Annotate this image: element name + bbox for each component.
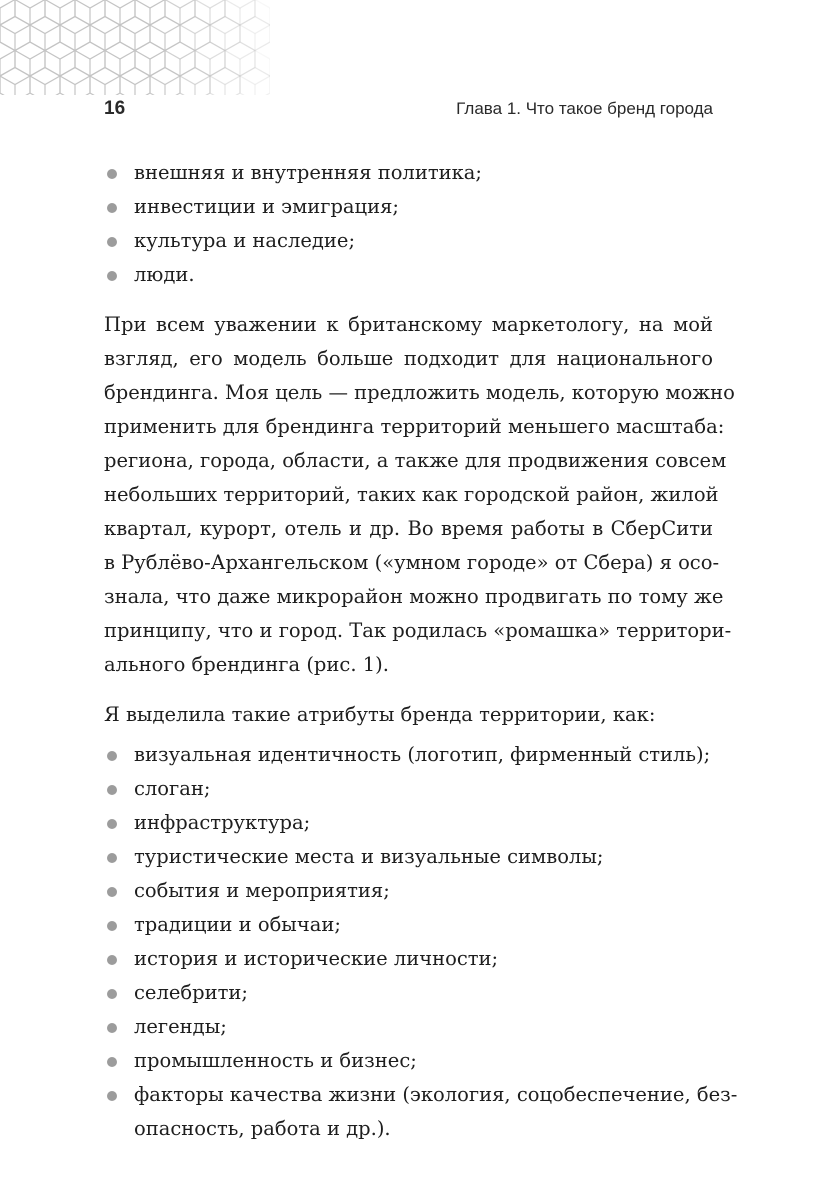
list-item: история и исторические личности; [104,942,713,976]
bullet-list-brand-attributes [104,738,738,1146]
list-item: визуальная идентичность (логотип, фирменный стиль); [104,738,713,772]
paragraph-brand-model: При всем уважении к британскому маркетологу, на мой взгляд, его модель больше подходит для национального брендинга. Моя цель — предложить модель, которую можно применить для брендинга территорий меньшего масштаба: региона, города, области, а также для продвижения совсем небольших территорий, таких как городской район, жилой квартал, курорт, отель и др. Во время работы в СберСити в Рублёво-Архангельском («умном городе» от Сбера) я осо- знала, что даже микрорайон можно продвигать по тому же принципу, что и город. Так родилась «ромашка» территори- ального брендинга (рис. 1). [104,313,735,676]
list-item: факторы качества жизни (экология, соцобеспечение, без- опасность, работа и др.). [104,1078,713,1146]
list-item: люди. [104,258,713,292]
list-item: промышленность и бизнес; [104,1044,713,1078]
list-item: инвестиции и эмиграция; [104,190,713,224]
decorative-cube-pattern [0,0,270,95]
bullet-icon [107,955,117,965]
bullet-icon [107,989,117,999]
paragraph-attributes-intro: Я выделила такие атрибуты бренда территории, как: [104,703,656,726]
bullet-icon [107,785,117,795]
list-item: традиции и обычаи; [104,908,713,942]
bullet-icon [107,921,117,931]
page-body [104,156,738,1146]
bullet-icon [107,203,117,213]
bullet-icon [107,819,117,829]
list-item: селебрити; [104,976,713,1010]
list-item: события и мероприятия; [104,874,713,908]
bullet-icon [107,1057,117,1067]
list-item: внешняя и внутренняя политика; [104,156,713,190]
bullet-icon [107,169,117,179]
list-item: слоган; [104,772,713,806]
bullet-icon [107,1091,117,1101]
page-number: 16 [104,98,126,119]
running-head [104,96,713,124]
bullet-icon [107,853,117,863]
list-item: инфраструктура; [104,806,713,840]
list-item: культура и наследие; [104,224,713,258]
list-item: туристические места и визуальные символы; [104,840,713,874]
bullet-icon [107,751,117,761]
list-item: легенды; [104,1010,713,1044]
bullet-icon [107,887,117,897]
bullet-icon [107,1023,117,1033]
bullet-icon [107,237,117,247]
chapter-title: Глава 1. Что такое бренд города [456,99,713,118]
bullet-icon [107,271,117,281]
bullet-list-brand-model [104,156,713,292]
